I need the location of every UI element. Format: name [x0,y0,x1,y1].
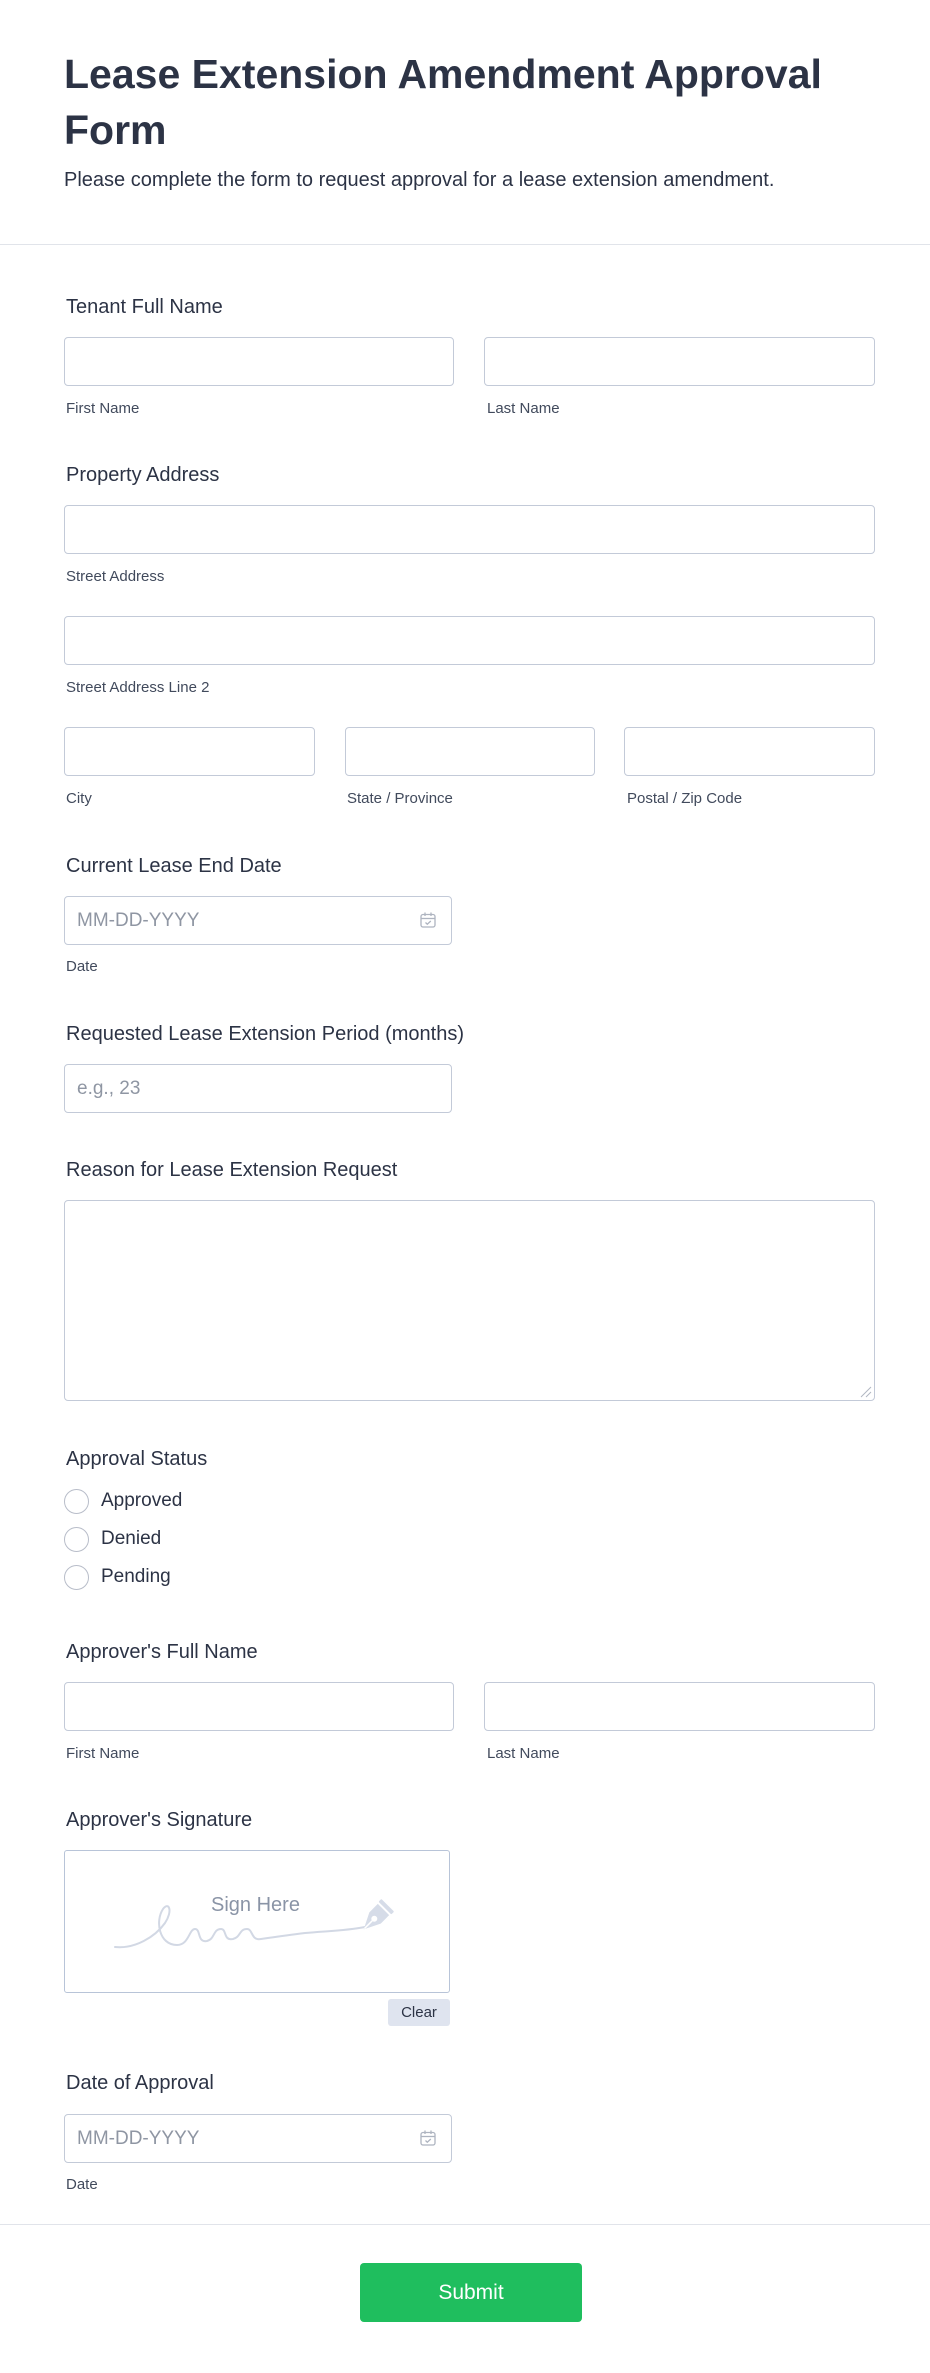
approval-date-sublabel: Date [66,2176,98,2193]
reason-textarea[interactable] [64,1200,875,1401]
lease-end-date-input[interactable] [64,896,452,945]
radio-button[interactable] [64,1489,89,1514]
lease-end-date-placeholder: MM-DD-YYYY [77,910,200,931]
approver-last-name-input[interactable] [484,1682,875,1731]
lease-end-date-sublabel: Date [66,958,98,975]
signature-pad[interactable] [64,1850,450,1993]
approval-status-label: Approval Status [66,1448,208,1470]
signature-label: Approver's Signature [66,1809,253,1831]
extension-period-input[interactable] [64,1064,452,1113]
calendar-icon[interactable] [419,2129,437,2147]
postal-code-input[interactable] [624,727,875,776]
street-address-line2-sublabel: Street Address Line 2 [66,679,210,696]
submit-button[interactable]: Submit [360,2263,582,2322]
city-sublabel: City [66,790,92,807]
tenant-last-name-input[interactable] [484,337,875,386]
approval-date-input[interactable] [64,2114,452,2163]
street-address-line2-input[interactable] [64,616,875,665]
signature-prompt: Sign Here [211,1894,300,1916]
approval-date-placeholder: MM-DD-YYYY [77,2128,200,2149]
pen-nib-icon [353,1896,397,1940]
street-address-input[interactable] [64,505,875,554]
radio-label: Pending [101,1566,171,1587]
radio-label: Denied [101,1528,162,1549]
approver-last-name-sublabel: Last Name [487,1745,560,1762]
tenant-name-label: Tenant Full Name [66,296,223,318]
radio-button[interactable] [64,1565,89,1590]
tenant-first-name-input[interactable] [64,337,454,386]
approver-first-name-input[interactable] [64,1682,454,1731]
reason-label: Reason for Lease Extension Request [66,1159,398,1181]
approver-first-name-sublabel: First Name [66,1745,140,1762]
radio-option-approved[interactable] [64,1488,182,1514]
tenant-last-name-sublabel: Last Name [487,400,560,417]
approval-date-label: Date of Approval [66,2072,214,2094]
radio-button[interactable] [64,1527,89,1552]
form-header [0,0,930,245]
lease-end-date-label: Current Lease End Date [66,855,282,877]
radio-option-pending[interactable] [64,1564,171,1590]
form-subtitle: Please complete the form to request approval for a lease extension amendment. [64,169,775,191]
street-address-sublabel: Street Address [66,568,165,585]
resize-handle-icon[interactable] [858,1384,872,1398]
state-province-sublabel: State / Province [347,790,453,807]
radio-label: Approved [101,1490,183,1511]
form-title: Lease Extension Amendment Approval Form [64,51,822,153]
postal-code-sublabel: Postal / Zip Code [627,790,743,807]
city-input[interactable] [64,727,315,776]
tenant-first-name-sublabel: First Name [66,400,140,417]
clear-signature-button[interactable]: Clear [388,1999,450,2026]
extension-period-label: Requested Lease Extension Period (months) [66,1023,465,1045]
approver-name-label: Approver's Full Name [66,1641,258,1663]
state-province-input[interactable] [345,727,595,776]
property-address-label: Property Address [66,464,220,486]
radio-option-denied[interactable] [64,1526,161,1552]
calendar-icon[interactable] [419,911,437,929]
